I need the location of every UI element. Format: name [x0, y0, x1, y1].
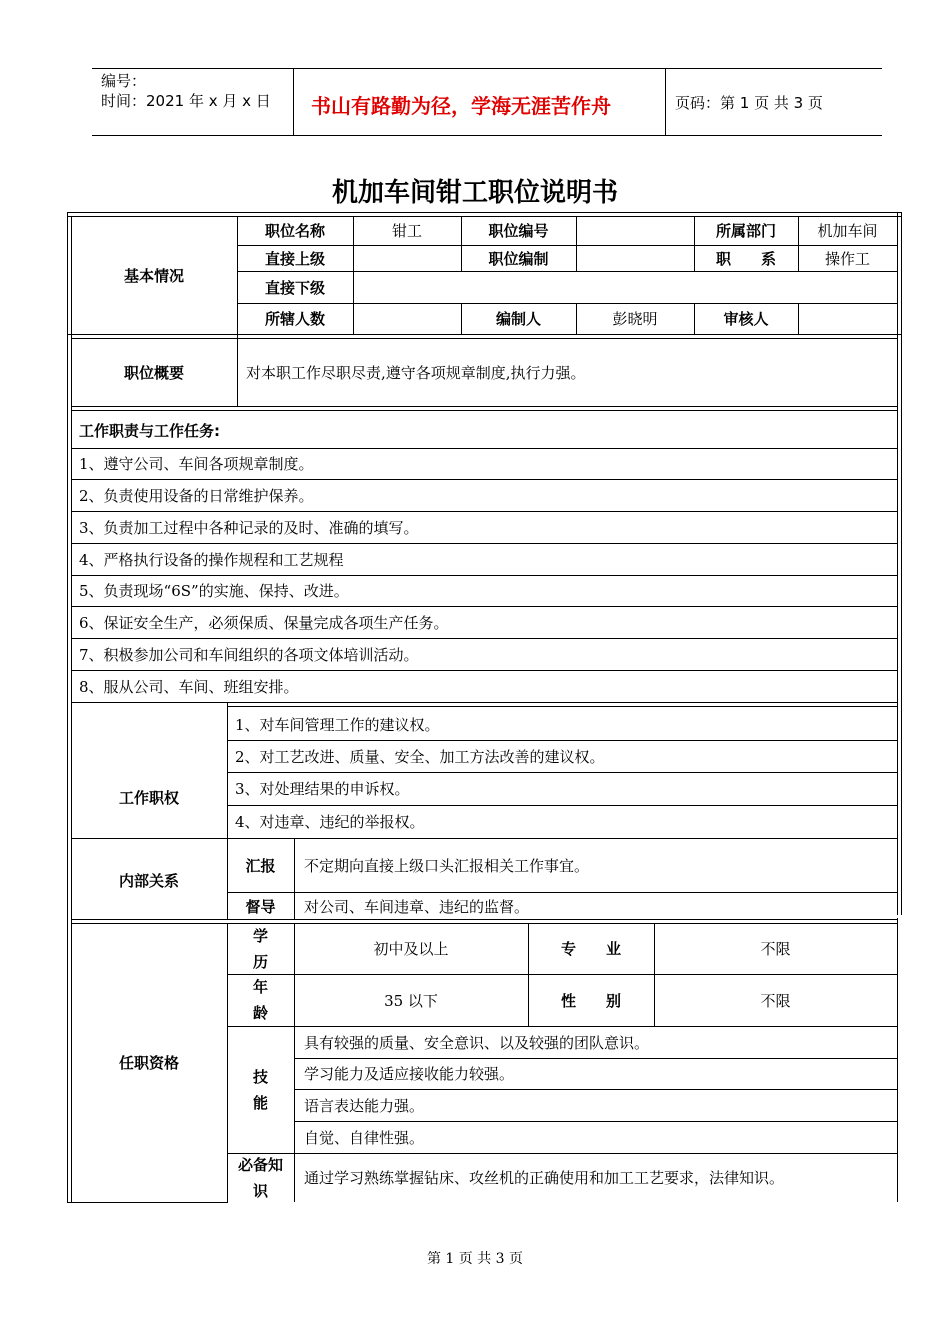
headcount-value — [353, 303, 461, 334]
supervise-text: 对公司、车间违章、违纪的监督。 — [304, 897, 530, 916]
dept-label: 所属部门 — [715, 222, 776, 240]
series-label: 职 系 — [715, 249, 776, 268]
grid-line — [294, 838, 295, 919]
authority-label: 工作职权 — [118, 788, 179, 807]
relations-label: 内部关系 — [118, 872, 179, 890]
header-top-rule — [92, 68, 882, 69]
dept-value: 机加车间 — [817, 222, 878, 240]
gender-label: 性 别 — [560, 991, 621, 1010]
major-value: 不限 — [760, 940, 791, 958]
knowledge-label-char: 必备知 — [237, 1155, 283, 1174]
staffing-label: 职位编制 — [488, 249, 549, 268]
frame-line — [901, 212, 902, 915]
position-no-value — [576, 216, 694, 245]
major-label: 专 业 — [560, 940, 621, 958]
grid-line — [227, 706, 897, 707]
skills-label-char: 能 — [252, 1093, 268, 1112]
subordinate-value — [353, 271, 897, 303]
age-label — [227, 974, 294, 1026]
skills-label — [227, 1026, 294, 1153]
duty-item: 3、负责加工过程中各种记录的及时、准确的填写。 — [79, 518, 419, 537]
grid-line — [67, 334, 901, 335]
series-value: 操作工 — [824, 249, 870, 268]
header-page-label: 页码：第 1 页 共 3 页 — [675, 94, 823, 112]
doc-time-label: 时间：2021 年 x 月 x 日 — [101, 92, 271, 110]
skills-label-char: 技 — [252, 1067, 268, 1086]
header-divider — [293, 68, 294, 135]
position-name-label: 职位名称 — [264, 222, 325, 240]
author-value: 彭晓明 — [612, 310, 658, 328]
supervise-label: 督导 — [245, 897, 276, 916]
education-value: 初中及以上 — [373, 940, 449, 958]
authority-item: 2、对工艺改进、质量、安全、加工方法改善的建议权。 — [235, 747, 605, 766]
superior-value — [353, 245, 461, 271]
header-divider — [665, 68, 666, 135]
education-label — [227, 923, 294, 974]
frame-line — [67, 212, 68, 1202]
grid-line — [67, 1202, 228, 1203]
education-label-char: 学 — [252, 926, 268, 945]
authority-item: 1、对车间管理工作的建议权。 — [235, 715, 440, 734]
headcount-label: 所辖人数 — [264, 310, 325, 328]
knowledge-label-char: 识 — [252, 1181, 268, 1200]
skill-item: 自觉、自律性强。 — [304, 1128, 425, 1147]
duty-item: 8、服从公司、车间、班组安排。 — [79, 677, 299, 696]
age-value: 35 以下 — [384, 991, 438, 1010]
skill-item: 具有较强的质量、安全意识、以及较强的团队意识。 — [304, 1033, 650, 1052]
staffing-value — [576, 245, 694, 271]
position-no-label: 职位编号 — [488, 222, 549, 240]
qualification-label: 任职资格 — [118, 1054, 179, 1072]
reviewer-label: 审核人 — [723, 310, 769, 328]
report-text: 不定期向直接上级口头汇报相关工作事宜。 — [304, 856, 590, 875]
authority-item: 4、对违章、违纪的举报权。 — [235, 813, 425, 831]
grid-line — [71, 702, 897, 703]
author-label: 编制人 — [495, 310, 541, 328]
summary-label: 职位概要 — [123, 363, 184, 382]
knowledge-label — [227, 1153, 294, 1202]
header-motto: 书山有路勤为径，学海无涯苦作舟 — [311, 94, 611, 118]
page-footer: 第 1 页 共 3 页 — [426, 1251, 524, 1267]
gender-value: 不限 — [760, 991, 791, 1010]
authority-item: 3、对处理结果的申诉权。 — [235, 780, 410, 798]
grid-line — [71, 410, 897, 411]
duties-heading: 工作职责与工作任务: — [79, 421, 220, 440]
duty-item: 7、积极参加公司和车间组织的各项文体培训活动。 — [79, 645, 419, 664]
duty-item: 5、负责现场“6S”的实施、保持、改进。 — [79, 582, 349, 600]
doc-number-label: 编号： — [101, 72, 147, 90]
basic-info-label: 基本情况 — [123, 266, 184, 285]
grid-line — [71, 406, 897, 407]
duty-item: 2、负责使用设备的日常维护保养。 — [79, 486, 314, 505]
education-label-char: 历 — [252, 952, 268, 971]
knowledge-text: 通过学习熟练掌握钻床、攻丝机的正确使用和加工工艺要求，法律知识。 — [304, 1169, 785, 1187]
skill-item: 语言表达能力强。 — [304, 1096, 425, 1115]
position-name-value: 钳工 — [391, 222, 422, 240]
page-title: 机加车间钳工职位说明书 — [331, 178, 618, 208]
duty-item: 6、保证安全生产，必须保质、保量完成各项生产任务。 — [79, 613, 449, 632]
reviewer-value — [798, 303, 897, 334]
report-label: 汇报 — [245, 856, 276, 875]
duty-item: 1、遵守公司、车间各项规章制度。 — [79, 455, 314, 473]
subordinate-label: 直接下级 — [264, 278, 325, 297]
summary-text: 对本职工作尽职尽责,遵守各项规章制度,执行力强。 — [246, 363, 586, 382]
age-label-char: 年 — [252, 978, 268, 996]
superior-label: 直接上级 — [264, 249, 325, 268]
header-bottom-rule — [92, 135, 882, 136]
skill-item: 学习能力及适应接收能力较强。 — [304, 1065, 515, 1083]
duty-item: 4、严格执行设备的操作规程和工艺规程 — [79, 550, 344, 569]
frame-line — [67, 212, 901, 213]
age-label-char: 龄 — [252, 1004, 268, 1022]
